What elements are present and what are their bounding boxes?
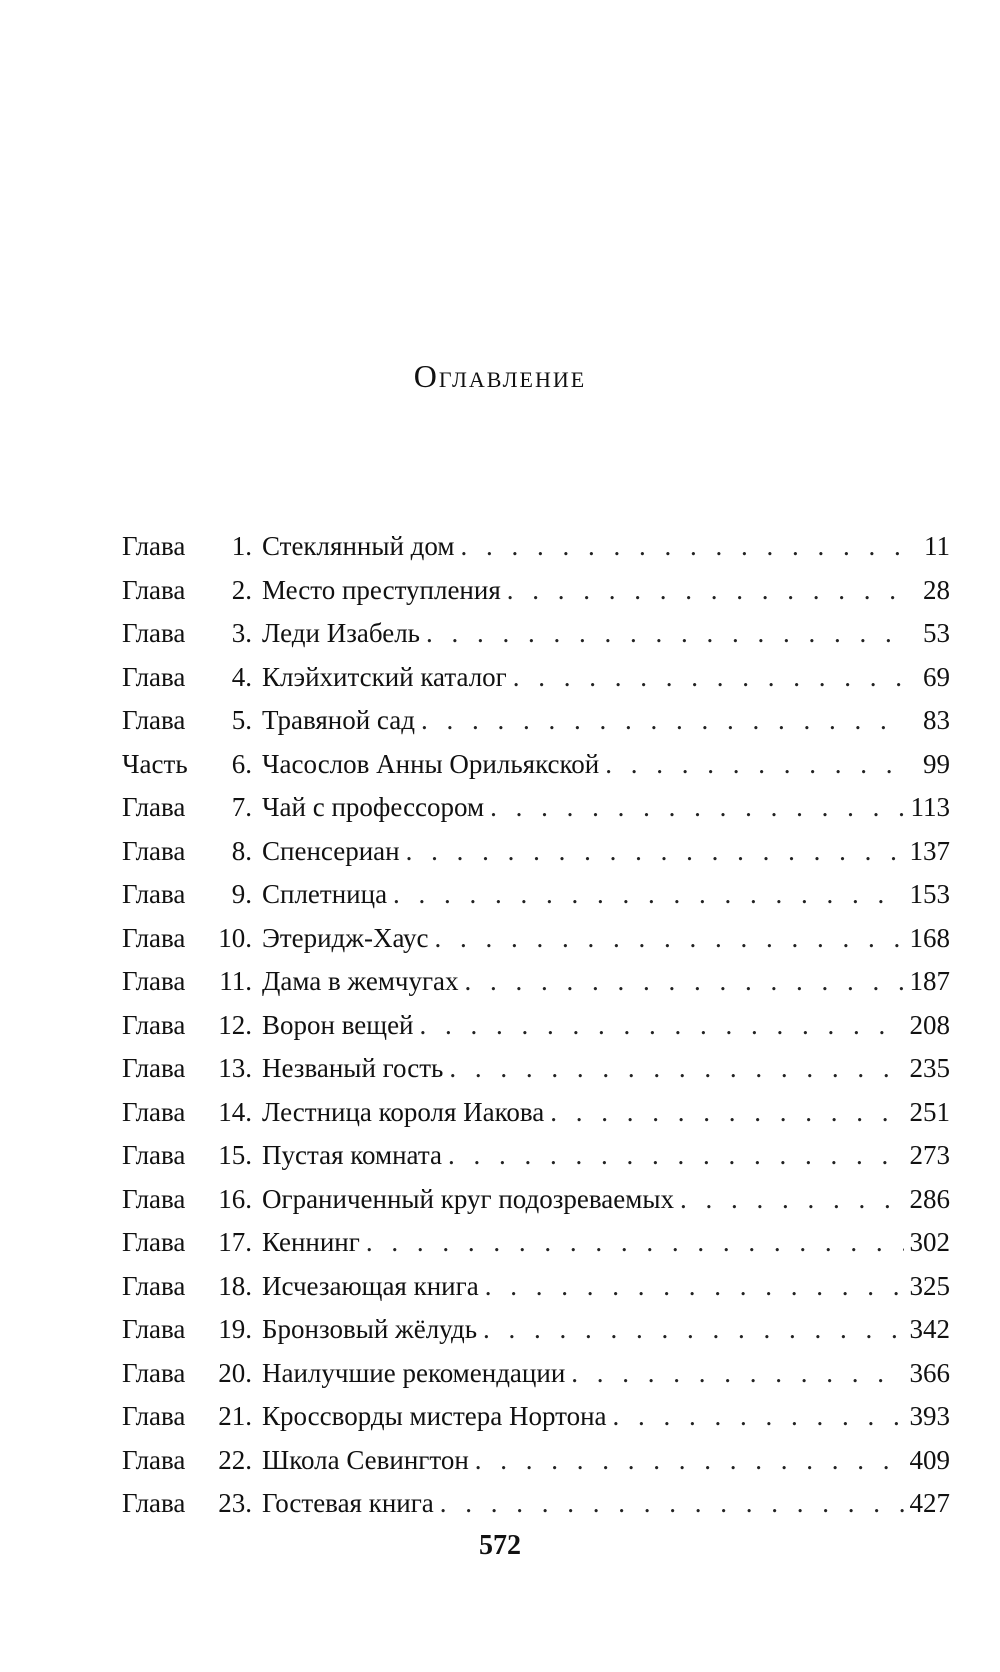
page-number: 572 bbox=[479, 1530, 521, 1561]
toc-entry bbox=[122, 656, 950, 700]
toc-entry-title: Место преступления bbox=[262, 574, 501, 605]
toc-entry-page: 273 bbox=[909, 1140, 950, 1170]
toc-leader-dots bbox=[393, 873, 903, 917]
page-title: Оглавление bbox=[413, 358, 587, 394]
toc-entry-title: Кроссворды мистера Нортона bbox=[262, 1401, 607, 1431]
toc-entry-page: 409 bbox=[909, 1444, 950, 1475]
toc-entry-page: 113 bbox=[910, 792, 950, 822]
toc-entry bbox=[122, 1134, 950, 1178]
toc-entry bbox=[122, 1265, 950, 1309]
toc-leader-dots bbox=[550, 1091, 903, 1135]
toc-entry-number: 17. bbox=[218, 1227, 252, 1257]
toc-entry-number: 4. bbox=[231, 661, 252, 692]
toc-entry-page: 427 bbox=[909, 1488, 950, 1518]
toc-entry-label: Глава bbox=[122, 966, 186, 996]
toc-leader-dots bbox=[613, 1395, 904, 1439]
toc-entry-label: Глава bbox=[122, 1444, 186, 1475]
toc-entry-number: 11. bbox=[219, 966, 252, 996]
toc-entry-page: 11 bbox=[924, 531, 950, 561]
toc-entry-number: 22. bbox=[218, 1444, 252, 1475]
toc-entry bbox=[122, 873, 950, 917]
toc-entry bbox=[122, 1308, 950, 1352]
toc-entry-title: Клэйхитский каталог bbox=[262, 661, 507, 692]
toc-entry-page: 99 bbox=[923, 748, 950, 779]
toc-entry-label: Глава bbox=[122, 1096, 186, 1127]
toc-entry-label: Глава bbox=[122, 1009, 186, 1040]
toc-leader-dots bbox=[490, 786, 904, 830]
toc-leader-dots bbox=[507, 569, 904, 613]
toc-entry-label: Глава bbox=[122, 705, 186, 735]
toc-leader-dots bbox=[461, 525, 905, 569]
toc-entry-number: 10. bbox=[218, 922, 252, 953]
toc-entry-label: Глава bbox=[122, 922, 186, 953]
toc-entry-number: 5. bbox=[231, 705, 252, 735]
toc-entry bbox=[122, 1004, 950, 1048]
toc-leader-dots bbox=[449, 1047, 903, 1091]
toc-entry-number: 3. bbox=[231, 618, 252, 648]
toc-entry-label: Глава bbox=[122, 835, 186, 866]
toc-entry-label: Глава bbox=[122, 879, 186, 909]
toc-leader-dots bbox=[406, 830, 904, 874]
toc-entry-page: 137 bbox=[909, 835, 950, 866]
toc-entry bbox=[122, 612, 950, 656]
toc-entry-title: Леди Изабель bbox=[262, 618, 420, 648]
toc-entry-label: Глава bbox=[122, 1227, 186, 1257]
toc-entry bbox=[122, 525, 950, 569]
toc-entry-number: 2. bbox=[231, 574, 252, 605]
toc-entry bbox=[122, 699, 950, 743]
toc-entry-title: Незваный гость bbox=[262, 1053, 444, 1083]
toc-entry-title: Этеридж-Хаус bbox=[262, 922, 429, 953]
toc-entry-number: 21. bbox=[218, 1401, 252, 1431]
table-of-contents bbox=[122, 525, 950, 1526]
toc-entry-title: Ворон вещей bbox=[262, 1009, 414, 1040]
toc-entry bbox=[122, 743, 950, 787]
toc-entry-title: Исчезающая книга bbox=[262, 1270, 479, 1301]
toc-leader-dots bbox=[485, 1265, 904, 1309]
toc-entry bbox=[122, 1091, 950, 1135]
toc-entry-title: Гостевая книга bbox=[262, 1488, 434, 1518]
toc-entry-title: Спенсериан bbox=[262, 835, 400, 866]
toc-entry-number: 14. bbox=[218, 1096, 252, 1127]
toc-entry-label: Глава bbox=[122, 1314, 186, 1344]
toc-entry-label: Глава bbox=[122, 1053, 186, 1083]
toc-entry-page: 28 bbox=[923, 574, 950, 605]
toc-entry-label: Глава bbox=[122, 618, 186, 648]
toc-entry-number: 12. bbox=[218, 1009, 252, 1040]
toc-entry-label: Глава bbox=[122, 531, 186, 561]
toc-entry bbox=[122, 1178, 950, 1222]
toc-entry-page: 235 bbox=[909, 1053, 950, 1083]
toc-entry bbox=[122, 1221, 950, 1265]
toc-entry-number: 15. bbox=[218, 1140, 252, 1170]
toc-entry-page: 69 bbox=[923, 661, 950, 692]
toc-entry-title: Часослов Анны Орильякской bbox=[262, 748, 600, 779]
toc-entry-page: 208 bbox=[909, 1009, 950, 1040]
toc-entry-page: 286 bbox=[909, 1183, 950, 1214]
toc-leader-dots bbox=[605, 743, 904, 787]
toc-entry bbox=[122, 917, 950, 961]
toc-entry bbox=[122, 1352, 950, 1396]
toc-entry-number: 7. bbox=[231, 792, 252, 822]
toc-leader-dots bbox=[680, 1178, 904, 1222]
toc-entry bbox=[122, 960, 950, 1004]
toc-entry-number: 6. bbox=[231, 748, 252, 779]
toc-leader-dots bbox=[571, 1352, 903, 1396]
toc-entry-page: 187 bbox=[909, 966, 950, 996]
toc-entry-page: 83 bbox=[923, 705, 950, 735]
toc-entry-title: Школа Севингтон bbox=[262, 1444, 469, 1475]
toc-leader-dots bbox=[435, 917, 904, 961]
toc-entry-number: 23. bbox=[218, 1488, 252, 1518]
toc-entry-label: Глава bbox=[122, 661, 186, 692]
toc-entry-label: Глава bbox=[122, 1183, 186, 1214]
toc-entry-page: 342 bbox=[909, 1314, 950, 1344]
toc-entry-page: 153 bbox=[909, 879, 950, 909]
toc-entry-number: 19. bbox=[218, 1314, 252, 1344]
toc-entry-number: 18. bbox=[218, 1270, 252, 1301]
toc-leader-dots bbox=[483, 1308, 903, 1352]
toc-leader-dots bbox=[420, 1004, 904, 1048]
toc-entry-title: Чай с профессором bbox=[262, 792, 485, 822]
toc-entry-number: 9. bbox=[231, 879, 252, 909]
toc-leader-dots bbox=[513, 656, 904, 700]
toc-entry-label: Глава bbox=[122, 1488, 186, 1518]
toc-entry bbox=[122, 1395, 950, 1439]
toc-entry-page: 366 bbox=[909, 1357, 950, 1388]
toc-leader-dots bbox=[426, 612, 904, 656]
toc-leader-dots bbox=[366, 1221, 904, 1265]
toc-entry-number: 20. bbox=[218, 1357, 252, 1388]
toc-entry bbox=[122, 1047, 950, 1091]
toc-entry-page: 393 bbox=[909, 1401, 950, 1431]
toc-entry-title: Дама в жемчугах bbox=[262, 966, 459, 996]
toc-entry-label: Глава bbox=[122, 1401, 186, 1431]
toc-entry-title: Бронзовый жёлудь bbox=[262, 1314, 478, 1344]
toc-entry-number: 8. bbox=[231, 835, 252, 866]
toc-entry-title: Стеклянный дом bbox=[262, 531, 455, 561]
toc-entry-title: Наилучшие рекомендации bbox=[262, 1357, 566, 1388]
toc-leader-dots bbox=[465, 960, 904, 1004]
toc-entry-label: Глава bbox=[122, 792, 186, 822]
toc-entry-title: Травяной сад bbox=[262, 705, 415, 735]
toc-entry bbox=[122, 569, 950, 613]
toc-entry bbox=[122, 1439, 950, 1483]
toc-entry bbox=[122, 1482, 950, 1526]
toc-entry-number: 13. bbox=[218, 1053, 252, 1083]
toc-entry bbox=[122, 786, 950, 830]
toc-entry-page: 53 bbox=[923, 618, 950, 648]
toc-leader-dots bbox=[448, 1134, 904, 1178]
toc-entry-label: Глава bbox=[122, 1270, 186, 1301]
toc-entry-title: Пустая комната bbox=[262, 1140, 442, 1170]
toc-entry-number: 1. bbox=[231, 531, 252, 561]
toc-entry-page: 302 bbox=[909, 1227, 950, 1257]
toc-entry-label: Глава bbox=[122, 1357, 186, 1388]
toc-entry-label: Часть bbox=[122, 748, 188, 779]
toc-entry-title: Лестница короля Иакова bbox=[262, 1096, 545, 1127]
toc-leader-dots bbox=[440, 1482, 904, 1526]
toc-entry-title: Сплетница bbox=[262, 879, 388, 909]
toc-entry-number: 16. bbox=[218, 1183, 252, 1214]
toc-entry-title: Ограниченный круг подозреваемых bbox=[262, 1183, 674, 1214]
toc-entry-title: Кеннинг bbox=[262, 1227, 360, 1257]
toc-entry-page: 251 bbox=[909, 1096, 950, 1127]
toc-entry-page: 325 bbox=[909, 1270, 950, 1301]
toc-entry-page: 168 bbox=[909, 922, 950, 953]
toc-leader-dots bbox=[421, 699, 904, 743]
toc-entry bbox=[122, 830, 950, 874]
toc-entry-label: Глава bbox=[122, 574, 186, 605]
toc-leader-dots bbox=[475, 1439, 904, 1483]
toc-entry-label: Глава bbox=[122, 1140, 186, 1170]
